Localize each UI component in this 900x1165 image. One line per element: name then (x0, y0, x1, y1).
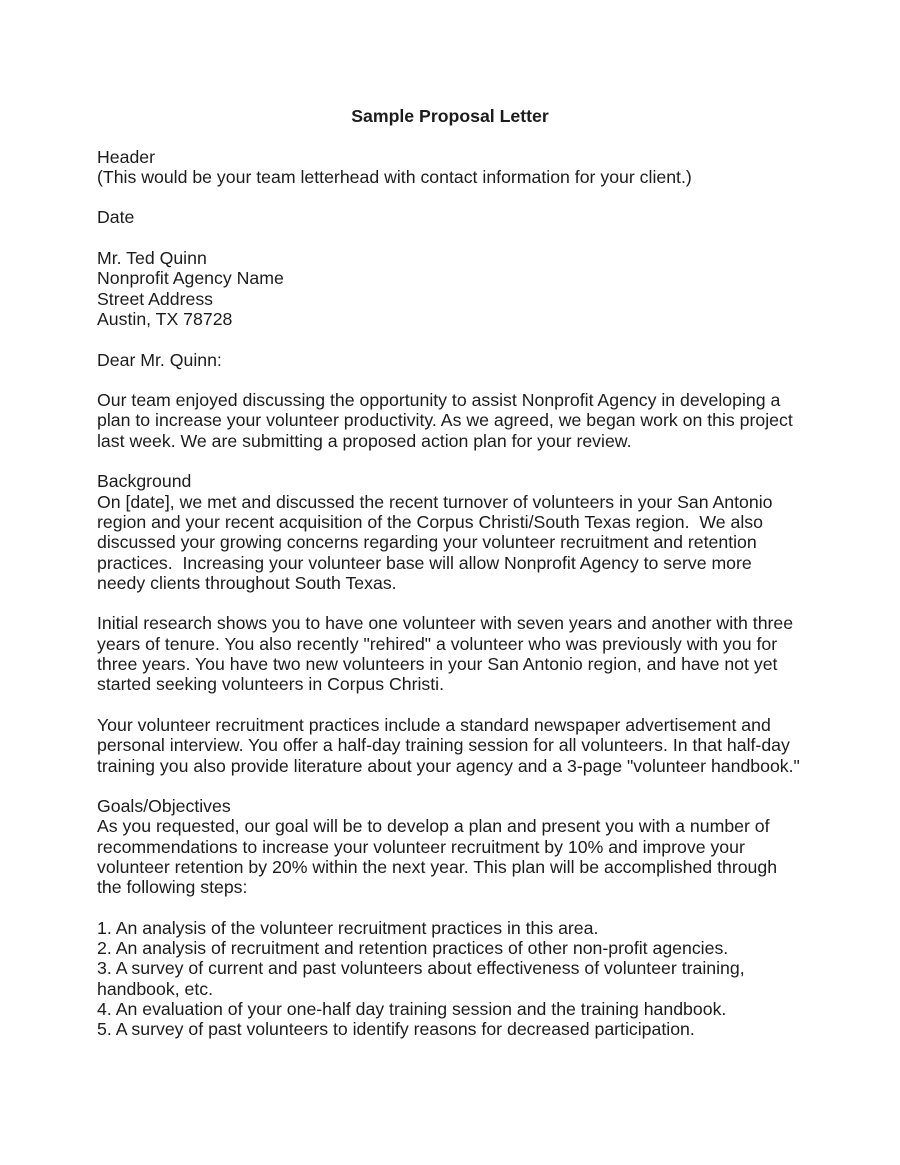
letter-content (97, 106, 803, 1040)
step-item-5: 5. A survey of past volunteers to identify reasons for decreased participation. (97, 1019, 695, 1040)
goals-heading: Goals/Objectives (97, 796, 231, 817)
goals-section (97, 796, 803, 897)
step-item-4: 4. An evaluation of your one-half day training session and the training handbook. (97, 999, 727, 1020)
salutation: Dear Mr. Quinn: (97, 349, 222, 370)
background-heading: Background (97, 471, 192, 492)
background-paragraph-1: On [date], we met and discussed the recent turnover of volunteers in your San Antonio region and your recent acquisition of the Corpus Christi/South Texas region. We also discussed your growing concerns regarding your volunteer recruitment and retention practices. Increasing your volunteer base will allow Nonprofit Agency to serve more needy clients throughout South Texas. (97, 491, 778, 593)
document-title: Sample Proposal Letter (351, 106, 549, 126)
date-placeholder: Date (97, 207, 135, 228)
recipient-name: Mr. Ted Quinn (97, 248, 207, 269)
step-item-1: 1. An analysis of the volunteer recruitment practices in this area. (97, 917, 599, 938)
recipient-agency: Nonprofit Agency Name (97, 268, 284, 289)
background-paragraph-3: Your volunteer recruitment practices include a standard newspaper advertisement and personal interview. You offer a half-day training session for all volunteers. In that half-day training you also provide literature about your agency and a 3-page "volunteer handbook." (97, 714, 800, 776)
recipient-street: Street Address (97, 288, 214, 309)
opening-paragraph: Our team enjoyed discussing the opportunity to assist Nonprofit Agency in developing a plan to increase your volunteer productivity. As we agreed, we began work on this project last week. We are submitting a proposed action plan for your review. (97, 390, 798, 451)
letterhead-note: (This would be your team letterhead with contact information for your client.) (97, 166, 692, 187)
recipient-address-block (97, 248, 803, 329)
goals-paragraph: As you requested, our goal will be to develop a plan and present you with a number of recommendations to increase your volunteer recruitment by 10% and improve your volunteer retention by 20% within the next year. This plan will be accomplished through the following steps: (97, 816, 782, 898)
background-section (97, 471, 803, 593)
step-item-3: 3. A survey of current and past volunteers about effectiveness of volunteer training, handbook, etc. (97, 958, 750, 999)
recipient-city-state-zip: Austin, TX 78728 (97, 308, 233, 329)
step-item-2: 2. An analysis of recruitment and retention practices of other non-profit agencies. (97, 938, 729, 959)
background-paragraph-2: Initial research shows you to have one volunteer with seven years and another with three years of tenure. You also recently "rehired" a volunteer who was previously with you for three years. You have two new volunteers in your San Antonio region, and have not yet started seeking volunteers in Corpus Christi. (97, 613, 799, 695)
letterhead-section (97, 147, 803, 188)
letterhead-label: Header (97, 146, 156, 167)
steps-list (97, 918, 803, 1040)
